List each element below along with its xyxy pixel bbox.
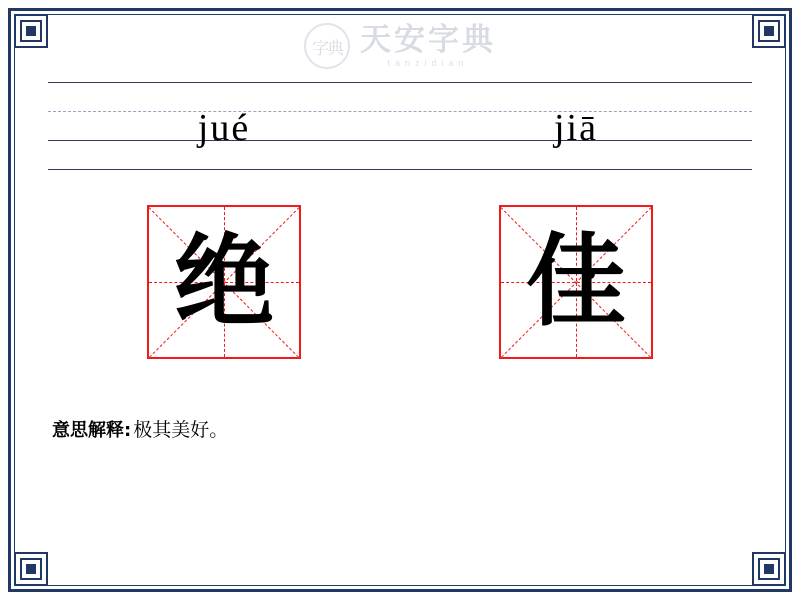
tianzige-box-1 bbox=[147, 205, 301, 359]
pinyin-text-2: jiā bbox=[554, 107, 598, 149]
corner-ornament-top-left bbox=[14, 14, 48, 48]
meaning-line bbox=[52, 415, 228, 442]
meaning-label: 意思解释: bbox=[52, 420, 132, 441]
pinyin-cell-1 bbox=[48, 82, 400, 170]
character-grid-row bbox=[48, 205, 752, 365]
corner-ornament-bottom-right bbox=[752, 552, 786, 586]
character-glyph-1: 绝 bbox=[174, 223, 274, 340]
logo-title: 天安字典 bbox=[360, 21, 496, 58]
meaning-text: 极其美好。 bbox=[133, 419, 229, 441]
character-glyph-2: 佳 bbox=[526, 223, 626, 340]
pinyin-row bbox=[48, 82, 752, 170]
pinyin-text-1: jué bbox=[197, 107, 251, 149]
character-cell-1 bbox=[48, 205, 400, 365]
logo-subtitle: tanzidian bbox=[387, 57, 469, 68]
pinyin-cell-2 bbox=[400, 82, 752, 170]
seal-icon: 字典 bbox=[304, 23, 350, 69]
character-cell-2 bbox=[400, 205, 752, 365]
corner-ornament-bottom-left bbox=[14, 552, 48, 586]
corner-ornament-top-right bbox=[752, 14, 786, 48]
tianzige-box-2 bbox=[499, 205, 653, 359]
pinyin-staff bbox=[48, 82, 752, 170]
